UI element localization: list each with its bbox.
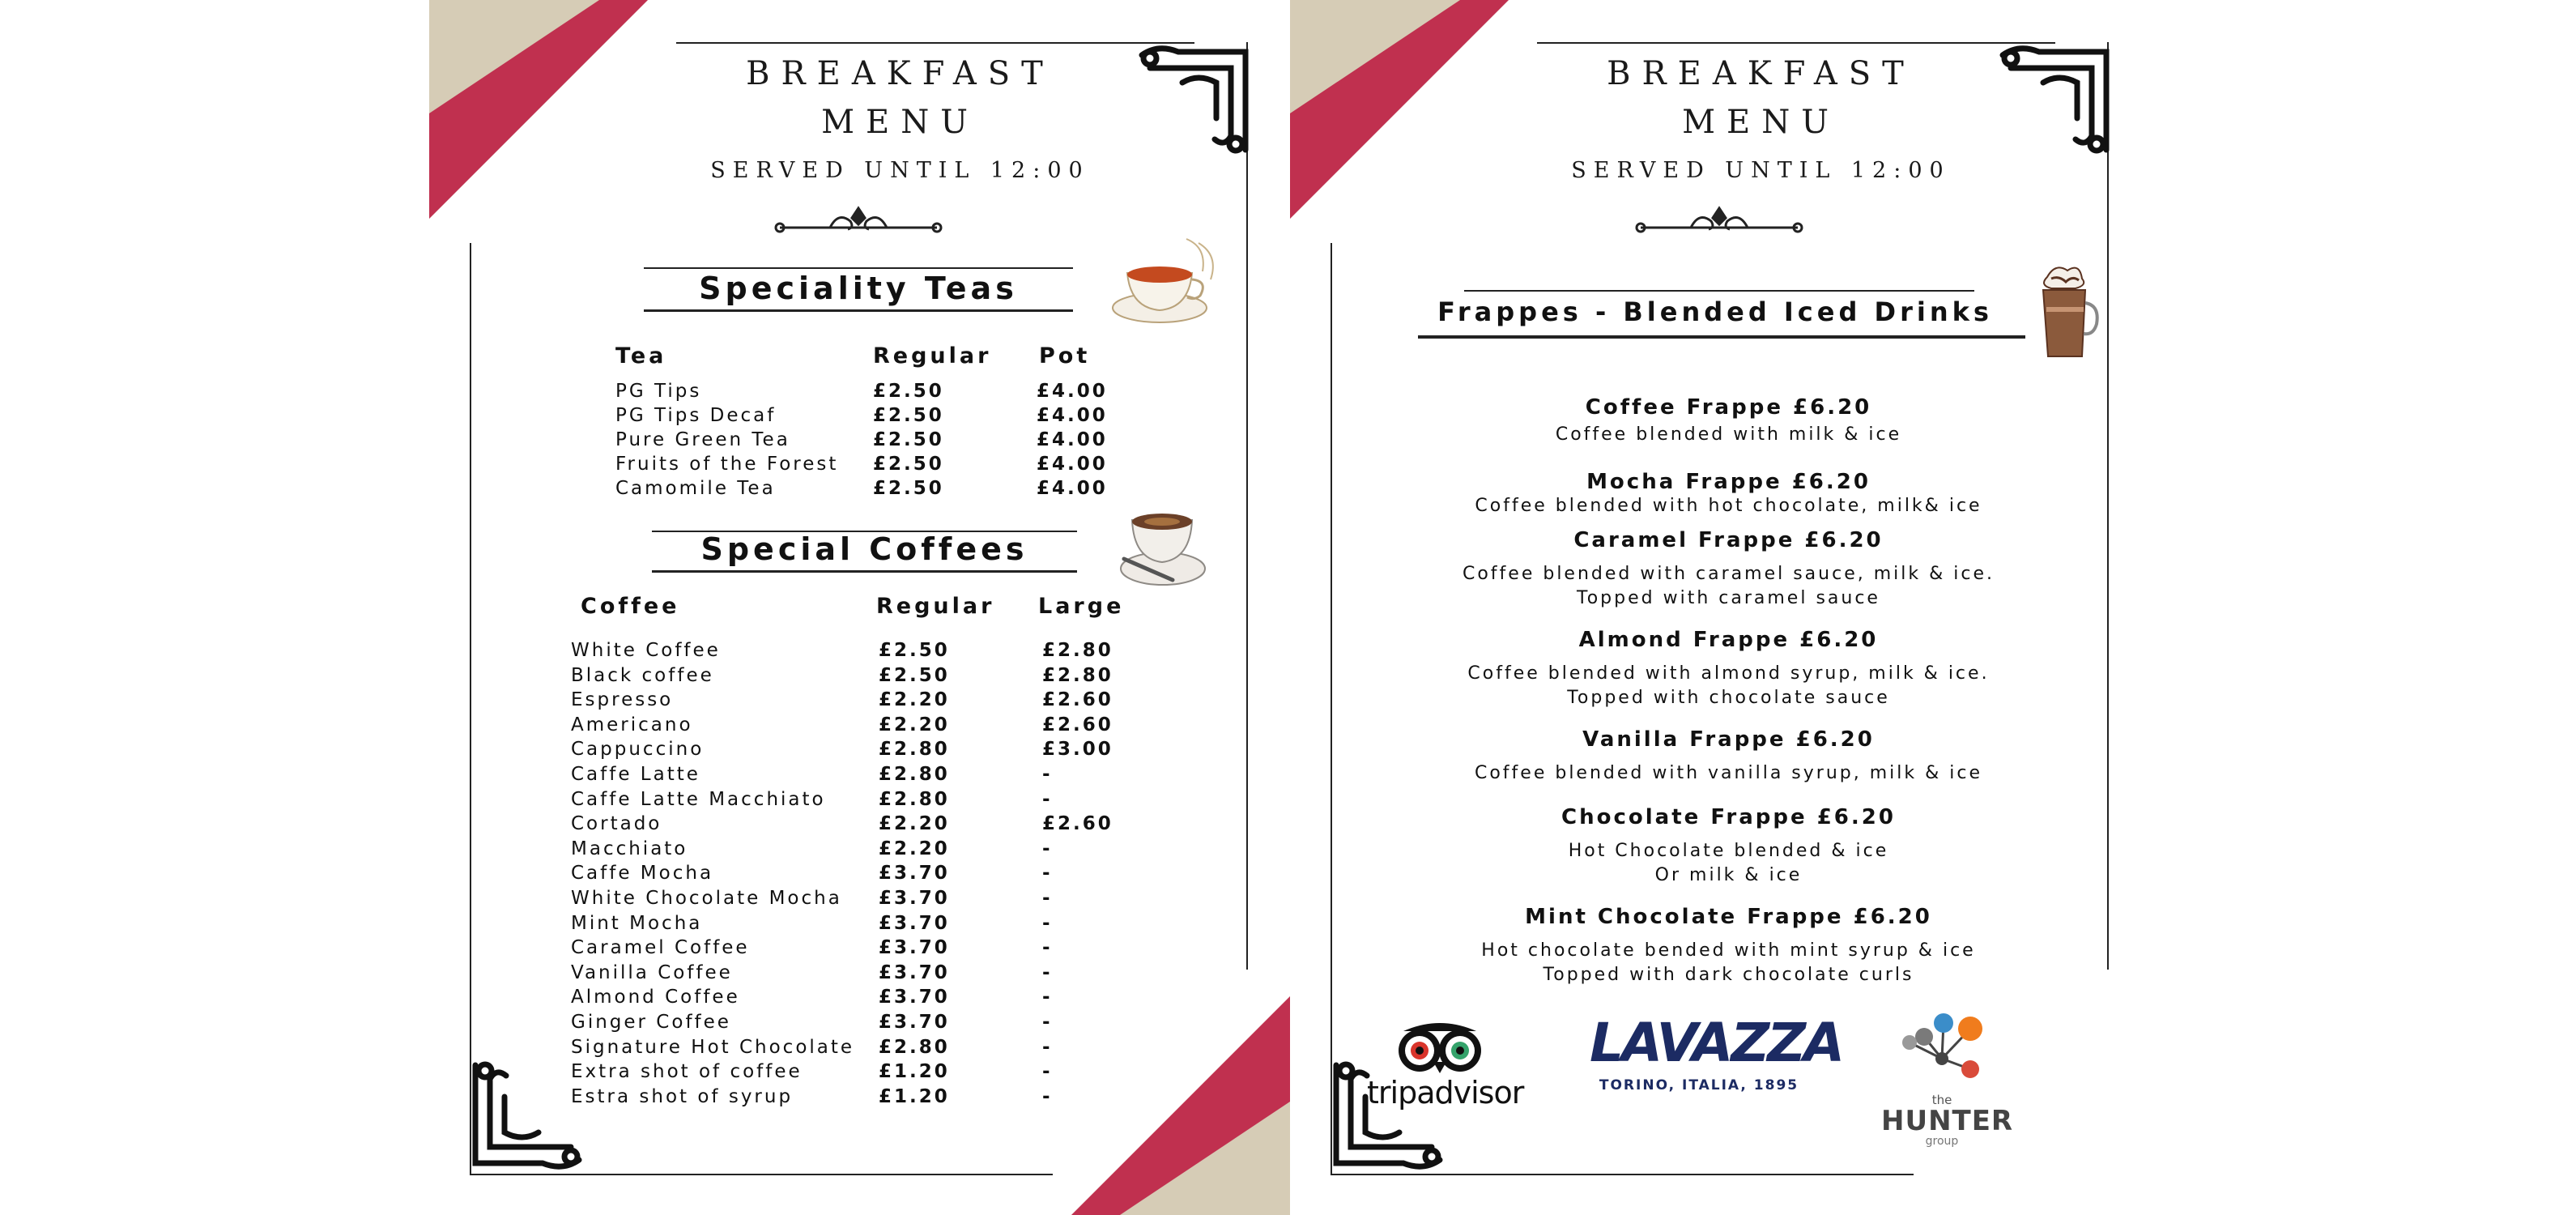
tea-regular-price: £2.50 bbox=[873, 429, 944, 450]
coffee-large-price: - bbox=[1042, 1085, 1053, 1107]
frappe-desc: Coffee blended with milk & ice bbox=[1555, 424, 1902, 445]
coffees-heading: Special Coffees bbox=[700, 531, 1028, 567]
frappe-name: Caramel Frappe £6.20 bbox=[1573, 528, 1884, 552]
frame-top-line bbox=[676, 42, 1194, 44]
menu-subtitle: SERVED UNTIL 12:00 bbox=[1571, 158, 1951, 183]
frappe-name: Chocolate Frappe £6.20 bbox=[1561, 805, 1896, 829]
coffee-name: White Chocolate Mocha bbox=[571, 888, 842, 909]
frappe-desc-line2: Or milk & ice bbox=[1654, 865, 1803, 885]
coffee-regular-price: £2.20 bbox=[879, 689, 950, 711]
tea-regular-price: £2.50 bbox=[873, 454, 944, 475]
tea-pot-price: £4.00 bbox=[1037, 429, 1108, 450]
coffee-name: Macchiato bbox=[571, 838, 688, 859]
lavazza-subline: TORINO, ITALIA, 1895 bbox=[1599, 1077, 1799, 1094]
coffee-large-price: £2.60 bbox=[1042, 689, 1113, 711]
coffee-name: Vanilla Coffee bbox=[571, 961, 733, 983]
coffee-large-price: £2.80 bbox=[1042, 640, 1113, 661]
menu-title-line1: BREAKFAST bbox=[746, 55, 1054, 92]
hunter-wordmark: HUNTER bbox=[1881, 1105, 2014, 1137]
frame-top-line bbox=[1537, 42, 2055, 44]
coffee-regular-price: £2.20 bbox=[879, 838, 950, 859]
frappe-desc-line2: Topped with chocolate sauce bbox=[1567, 688, 1890, 708]
tea-pot-price: £4.00 bbox=[1037, 478, 1108, 499]
left-menu-page bbox=[429, 0, 1290, 1215]
tea-name: Camomile Tea bbox=[615, 478, 776, 499]
coffee-name: Estra shot of syrup bbox=[571, 1085, 794, 1107]
coffee-name: Signature Hot Chocolate bbox=[571, 1036, 855, 1058]
frappe-desc-line2: Topped with dark chocolate curls bbox=[1543, 965, 1914, 985]
scroll-ornament-bottom-left-icon bbox=[470, 1057, 587, 1174]
tea-regular-price: £2.50 bbox=[873, 478, 944, 499]
right-menu-page bbox=[1290, 0, 2151, 1215]
coffee-large-price: - bbox=[1042, 888, 1053, 909]
tea-name: Pure Green Tea bbox=[615, 429, 790, 450]
frappe-item bbox=[1403, 905, 2054, 987]
frappe-item bbox=[1403, 395, 2054, 447]
hunter-group-logo bbox=[1881, 1008, 2014, 1148]
frappe-name: Almond Frappe £6.20 bbox=[1578, 628, 1879, 652]
frappe-desc: Hot chocolate bended with mint syrup & ice bbox=[1481, 940, 1976, 961]
coffee-name: Caffe Latte Macchiato bbox=[571, 788, 826, 810]
frappes-rule-bottom bbox=[1418, 335, 2025, 339]
tripadvisor-owl-icon bbox=[1391, 1017, 1488, 1073]
frappe-desc: Coffee blended with almond syrup, milk & ice. bbox=[1467, 663, 1990, 684]
frame-left-line bbox=[470, 243, 471, 1174]
coffee-large-price: - bbox=[1042, 788, 1053, 810]
frappe-name: Vanilla Frappe £6.20 bbox=[1582, 727, 1875, 752]
menu-title-line2: MENU bbox=[1682, 104, 1840, 141]
coffee-regular-price: £3.70 bbox=[879, 987, 950, 1008]
coffee-name: Extra shot of coffee bbox=[571, 1061, 803, 1083]
coffee-name: White Coffee bbox=[571, 640, 721, 661]
coffee-large-price: £2.60 bbox=[1042, 714, 1113, 735]
teas-rule-bottom bbox=[644, 309, 1073, 312]
coffee-name: Caffe Latte bbox=[571, 764, 700, 785]
coffee-regular-price: £3.70 bbox=[879, 912, 950, 934]
frappe-item bbox=[1403, 628, 2054, 710]
tea-name: PG Tips Decaf bbox=[615, 405, 777, 426]
coffee-cup-icon bbox=[1116, 502, 1213, 591]
coffee-regular-price: £2.80 bbox=[879, 1036, 950, 1058]
coffee-large-price: - bbox=[1042, 912, 1053, 934]
tripadvisor-wordmark: tripadvisor bbox=[1367, 1075, 1524, 1111]
tea-name: Fruits of the Forest bbox=[615, 454, 839, 475]
coffee-name: Almond Coffee bbox=[571, 987, 740, 1008]
teas-col-pot: Pot bbox=[1039, 343, 1091, 369]
frappes-heading: Frappes - Blended Iced Drinks bbox=[1437, 296, 1993, 327]
coffee-regular-price: £2.20 bbox=[879, 813, 950, 835]
coffee-large-price: £2.80 bbox=[1042, 664, 1113, 686]
coffee-name: Americano bbox=[571, 714, 693, 735]
frappe-desc: Coffee blended with hot chocolate, milk& ice bbox=[1475, 496, 1982, 516]
coffee-large-price: - bbox=[1042, 863, 1053, 885]
coffee-large-price: - bbox=[1042, 1061, 1053, 1083]
coffee-regular-price: £1.20 bbox=[879, 1061, 950, 1083]
coffee-regular-price: £3.70 bbox=[879, 863, 950, 885]
teas-col-tea: Tea bbox=[615, 343, 667, 369]
coffee-name: Cortado bbox=[571, 813, 662, 835]
frappe-item bbox=[1403, 727, 2054, 786]
coffee-name: Black coffee bbox=[571, 664, 714, 686]
flourish-divider-icon bbox=[773, 198, 943, 239]
coffee-large-price: - bbox=[1042, 838, 1053, 859]
frappe-desc: Coffee blended with vanilla syrup, milk & ice bbox=[1474, 763, 1982, 783]
frappe-name: Coffee Frappe £6.20 bbox=[1585, 395, 1872, 420]
coffee-large-price: - bbox=[1042, 937, 1053, 959]
coffee-name: Cappuccino bbox=[571, 739, 705, 761]
frame-left-line bbox=[1331, 243, 1332, 1174]
coffee-name: Ginger Coffee bbox=[571, 1012, 731, 1033]
hunter-network-icon bbox=[1893, 1008, 1991, 1089]
tea-pot-price: £4.00 bbox=[1037, 381, 1108, 402]
menu-subtitle: SERVED UNTIL 12:00 bbox=[710, 158, 1090, 183]
coffee-name: Caffe Mocha bbox=[571, 863, 714, 885]
coffee-large-price: - bbox=[1042, 987, 1053, 1008]
frappe-desc-line2: Topped with caramel sauce bbox=[1577, 588, 1880, 608]
coffee-name: Mint Mocha bbox=[571, 912, 703, 934]
tea-regular-price: £2.50 bbox=[873, 381, 944, 402]
tea-regular-price: £2.50 bbox=[873, 405, 944, 426]
tea-pot-price: £4.00 bbox=[1037, 454, 1108, 475]
coffee-large-price: - bbox=[1042, 764, 1053, 785]
frappe-name: Mint Chocolate Frappe £6.20 bbox=[1525, 905, 1932, 929]
frame-right-line bbox=[1246, 42, 1248, 970]
coffee-large-price: - bbox=[1042, 961, 1053, 983]
coffees-col-regular: Regular bbox=[876, 594, 995, 619]
menu-title-line1: BREAKFAST bbox=[1607, 55, 1915, 92]
coffee-large-price: - bbox=[1042, 1036, 1053, 1058]
coffee-regular-price: £2.50 bbox=[879, 664, 950, 686]
coffee-name: Caramel Coffee bbox=[571, 937, 750, 959]
lavazza-wordmark: LAVAZZA bbox=[1590, 1012, 1843, 1074]
tea-cup-icon bbox=[1109, 231, 1223, 336]
coffees-col-coffee: Coffee bbox=[581, 594, 680, 619]
frappe-desc: Hot Chocolate blended & ice bbox=[1568, 841, 1889, 861]
coffees-rule-bottom bbox=[652, 570, 1077, 573]
coffee-regular-price: £3.70 bbox=[879, 888, 950, 909]
tea-name: PG Tips bbox=[615, 381, 702, 402]
frame-right-line bbox=[2107, 42, 2109, 970]
coffee-name: Espresso bbox=[571, 689, 674, 711]
coffee-regular-price: £3.70 bbox=[879, 961, 950, 983]
coffee-regular-price: £2.80 bbox=[879, 788, 950, 810]
teas-heading: Speciality Teas bbox=[699, 271, 1018, 306]
coffee-regular-price: £3.70 bbox=[879, 937, 950, 959]
coffee-regular-price: £3.70 bbox=[879, 1012, 950, 1033]
coffees-col-large: Large bbox=[1038, 594, 1125, 619]
coffee-regular-price: £1.20 bbox=[879, 1085, 950, 1107]
hunter-the-label: the bbox=[1931, 1093, 1952, 1107]
coffee-regular-price: £2.20 bbox=[879, 714, 950, 735]
coffee-regular-price: £2.80 bbox=[879, 764, 950, 785]
corner-triangle-bottom-right bbox=[1071, 996, 1290, 1215]
tripadvisor-logo bbox=[1367, 1017, 1524, 1111]
flourish-divider-icon bbox=[1634, 198, 1804, 239]
frappe-item bbox=[1403, 528, 2054, 611]
coffee-large-price: - bbox=[1042, 1012, 1053, 1033]
frappe-desc: Coffee blended with caramel sauce, milk & ice. bbox=[1462, 564, 1995, 584]
frappe-name: Mocha Frappe £6.20 bbox=[1586, 470, 1871, 494]
coffee-regular-price: £2.50 bbox=[879, 640, 950, 661]
menu-title-line2: MENU bbox=[821, 104, 979, 141]
coffee-large-price: £3.00 bbox=[1042, 739, 1113, 761]
frappe-item bbox=[1403, 805, 2054, 888]
teas-col-regular: Regular bbox=[873, 343, 992, 369]
lavazza-logo bbox=[1590, 1011, 1843, 1094]
hunter-group-label: group bbox=[1925, 1135, 1959, 1148]
frappe-glass-icon bbox=[2027, 261, 2100, 362]
coffee-large-price: £2.60 bbox=[1042, 813, 1113, 835]
frappe-item bbox=[1403, 470, 2054, 518]
coffee-regular-price: £2.80 bbox=[879, 739, 950, 761]
tea-pot-price: £4.00 bbox=[1037, 405, 1108, 426]
